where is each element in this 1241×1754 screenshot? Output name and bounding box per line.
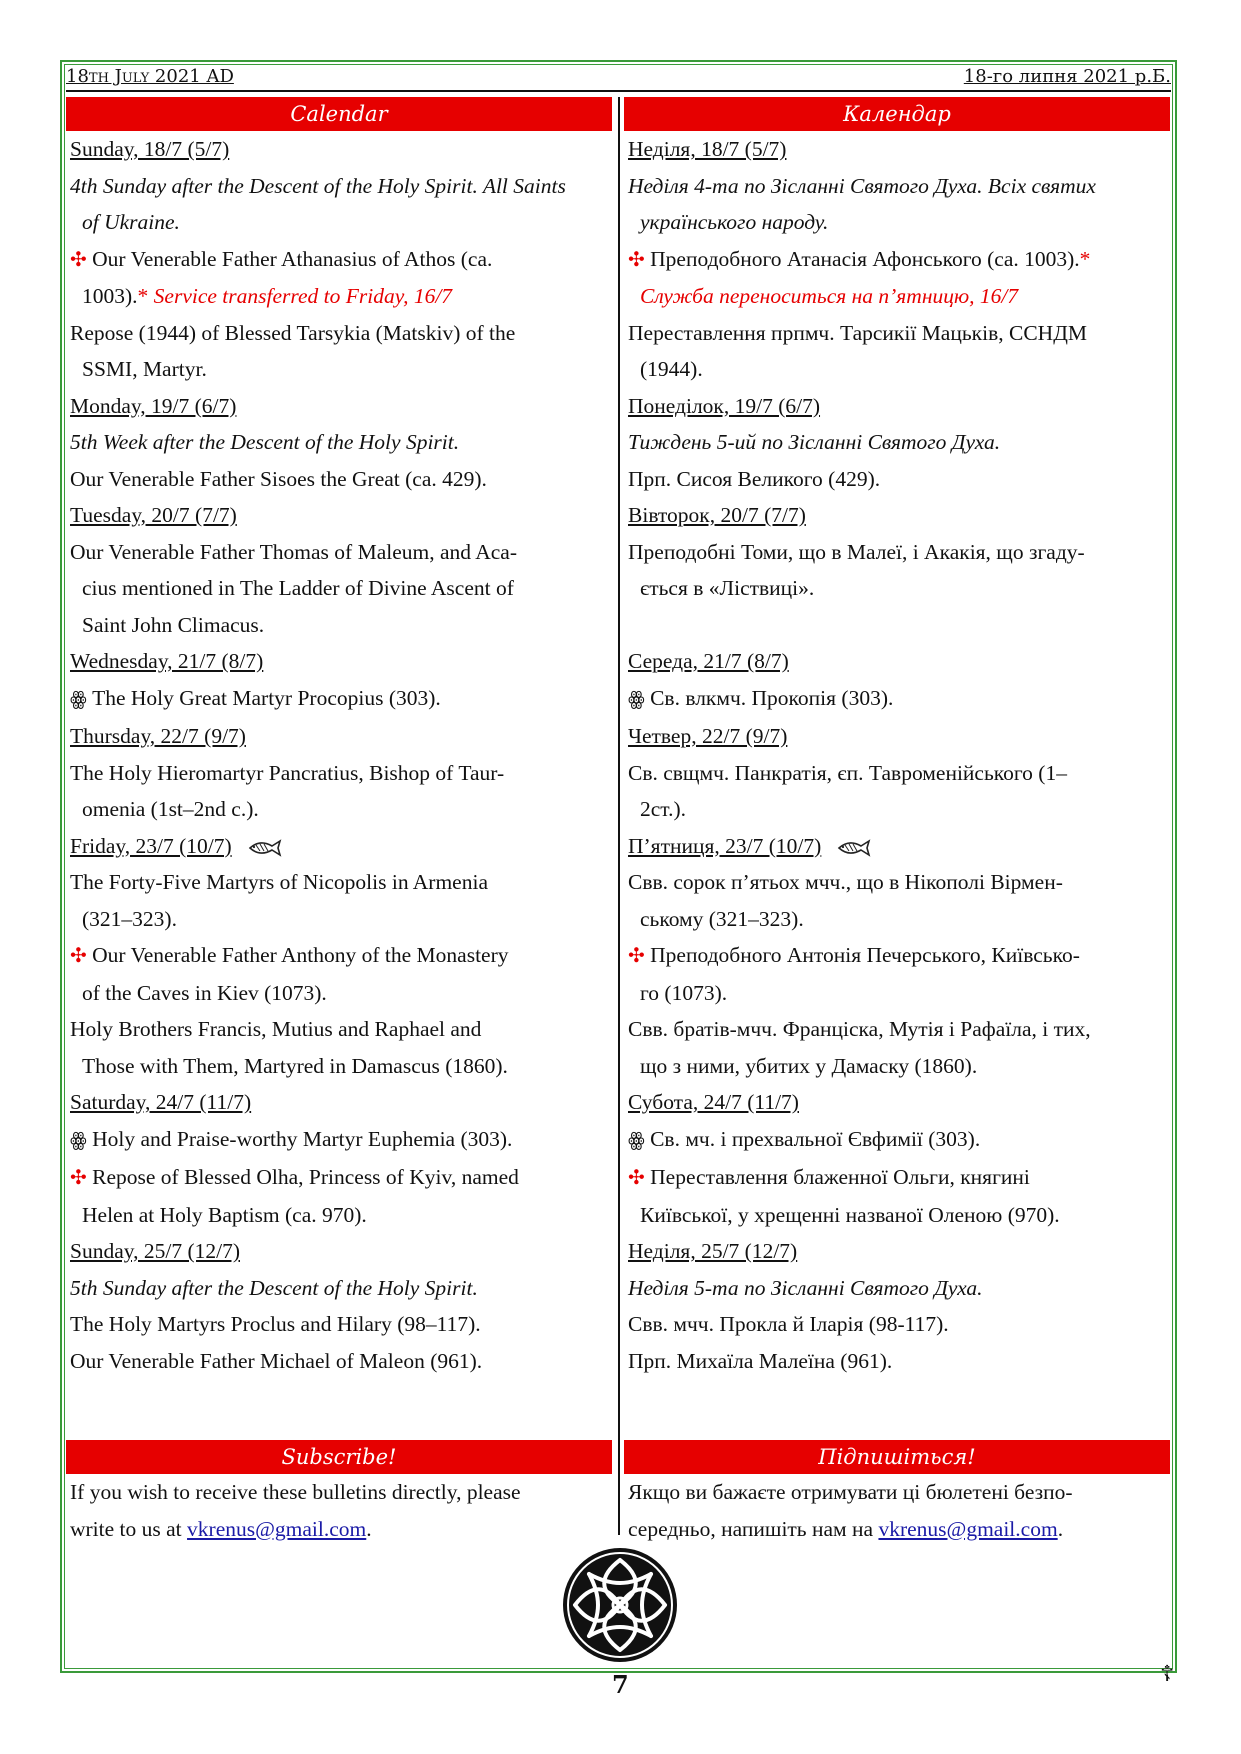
day-heading: Вівторок, 20/7 (7/7)	[628, 503, 806, 527]
calendar-column-english	[66, 97, 612, 1379]
email-link[interactable]: vkrenus@gmail.com	[187, 1516, 367, 1541]
day-heading: Tuesday, 20/7 (7/7)	[70, 503, 237, 527]
saint-line: Прп. Михаїла Малеїна (961).	[628, 1348, 893, 1373]
fish-icon	[837, 838, 871, 858]
day-heading: Saturday, 24/7 (11/7)	[70, 1090, 252, 1114]
saint-line: of the Caves in Kiev (1073).	[82, 980, 327, 1005]
day-heading-row	[66, 828, 612, 865]
saint-line: Преподобні Томи, що в Малеї, і Акакія, що згаду-	[628, 539, 1085, 564]
saint-line: Прп. Сисоя Великого (429).	[628, 466, 881, 491]
saint-line: Св. свщмч. Панкратія, єп. Тавроменійського (1–	[628, 760, 1067, 785]
subscribe-text: If you wish to receive these bulletins directly, please	[70, 1480, 521, 1504]
saint-line: ✣ Преподобного Атанасія Афонського (ca. 1003).*	[628, 246, 1091, 271]
saint-line: го (1073).	[640, 980, 728, 1005]
saint-line: що з ними, убитих у Дамаску (1860).	[640, 1053, 978, 1078]
day-heading: Wednesday, 21/7 (8/7)	[70, 649, 264, 673]
saint-line: ється в «Лiствиці».	[640, 576, 815, 600]
header-date-ukrainian: 18-го липня 2021 р.Б.	[963, 66, 1171, 87]
saint-line: Those with Them, Martyred in Damascus (1860).	[82, 1053, 508, 1078]
day-heading: Середа, 21/7 (8/7)	[628, 649, 789, 673]
saint-line: ✣ Repose of Blessed Olha, Princess of Kyiv, named	[70, 1165, 519, 1189]
saint-line: 2ст.).	[640, 797, 686, 821]
subscribe-heading: Підпишіться!	[624, 1440, 1170, 1474]
service-note: Служба переноситься на п’ятницю, 16/7	[640, 284, 1019, 308]
saint-line: Repose (1944) of Blessed Tarsykia (Matskiv) of the	[70, 320, 516, 345]
saint-line: SSMI, Martyr.	[82, 357, 207, 381]
cross-icon: ✣	[70, 945, 87, 967]
feast-line: Неділя 4-та по Зісланні Святого Духа. Всіх святих	[628, 173, 1096, 198]
saint-line: Saint John Climacus.	[82, 612, 265, 637]
saint-line: Переставлення прпмч. Тарсикії Мацьків, ССНДМ	[628, 320, 1087, 345]
saint-line: Helen at Holy Baptism (ca. 970).	[82, 1202, 367, 1227]
page-header	[66, 66, 1171, 92]
cross-icon: ✣	[628, 945, 645, 967]
column-divider	[618, 97, 620, 1535]
asterisk-icon: *	[1079, 246, 1091, 271]
day-heading: Sunday, 25/7 (12/7)	[70, 1239, 240, 1263]
feast-line: 4th Sunday after the Descent of the Holy Spirit. All Saints	[70, 173, 566, 198]
feast-line: Тиждень 5-ий по Зісланні Святого Духа.	[628, 430, 1001, 454]
saint-line: Holy Brothers Francis, Mutius and Raphael and	[70, 1017, 482, 1041]
saint-line: ꙮ The Holy Great Martyr Procopius (303).	[70, 685, 441, 710]
saint-line: ✣ Переставлення блаженної Ольги, княгині	[628, 1165, 1030, 1189]
saint-line: omenia (1st–2nd c.).	[82, 797, 259, 821]
saint-line: ꙮ Св. мч. і прехвальної Євфимії (303).	[628, 1126, 981, 1151]
subscribe-text: середньо, напишіть нам на vkrenus@gmail.com.	[628, 1516, 1064, 1541]
service-note: Service transferred to Friday, 16/7	[153, 284, 453, 308]
day-heading: Sunday, 18/7 (5/7)	[70, 137, 230, 161]
orthodox-cross-icon: ☦	[1160, 1662, 1175, 1687]
calendar-heading: Календар	[624, 97, 1170, 131]
saint-line: ꙮ Св. влкмч. Прокопія (303).	[628, 685, 894, 710]
saint-line: ському (321–323).	[640, 906, 804, 931]
cross-icon: ✣	[70, 248, 87, 271]
saint-line: ✣ Преподобного Антонія Печерського, Київсько-	[628, 943, 1080, 967]
cross-icon: ✣	[70, 1167, 87, 1189]
subscribe-section-ukrainian	[624, 1440, 1170, 1547]
day-heading: Thursday, 22/7 (9/7)	[70, 724, 246, 748]
saint-line: (1944).	[640, 357, 703, 381]
page-number: 7	[612, 1670, 629, 1699]
saint-line: Свв. мчч. Прокла й Іларія (98-117).	[628, 1312, 949, 1336]
saint-line: Our Venerable Father Thomas of Maleum, and Aca-	[70, 539, 517, 564]
day-heading: Monday, 19/7 (6/7)	[70, 393, 237, 418]
cross-icon: ✣	[628, 248, 645, 271]
day-heading: Субота, 24/7 (11/7)	[628, 1090, 799, 1114]
saint-line: Свв. братів-мчч. Францiска, Мутія і Рафаїла, і тих,	[628, 1017, 1091, 1041]
saint-line: Свв. сорок п’ятьох мчч., що в Нікополі Вірмен-	[628, 870, 1063, 894]
subscribe-section-english	[66, 1440, 612, 1547]
feast-line: 5th Week after the Descent of the Holy Spirit.	[70, 430, 460, 454]
saint-line: ✣ Our Venerable Father Anthony of the Monastery	[70, 943, 509, 967]
day-heading-row	[624, 828, 1170, 865]
great-feast-icon: ꙮ	[70, 1129, 87, 1151]
great-feast-icon: ꙮ	[70, 688, 87, 710]
saint-line: cius mentioned in The Ladder of Divine Ascent of	[82, 576, 514, 600]
feast-line: 5th Sunday after the Descent of the Holy Spirit.	[70, 1275, 478, 1300]
saint-line: Київської, у хрещенні названої Оленою (970).	[640, 1202, 1060, 1227]
email-link[interactable]: vkrenus@gmail.com	[878, 1516, 1058, 1541]
saint-line: Our Venerable Father Michael of Maleon (961).	[70, 1348, 483, 1373]
subscribe-text: write to us at vkrenus@gmail.com.	[70, 1516, 372, 1541]
saint-line: The Holy Martyrs Proclus and Hilary (98–117).	[70, 1312, 481, 1336]
cross-icon: ✣	[628, 1167, 645, 1189]
saint-line: (321–323).	[82, 906, 177, 931]
asterisk-icon: *	[137, 284, 149, 308]
saint-line: Our Venerable Father Sisoes the Great (ca. 429).	[70, 466, 487, 491]
day-heading: Четвер, 22/7 (9/7)	[628, 724, 788, 748]
saint-line: ✣ Our Venerable Father Athanasius of Athos (ca.	[70, 246, 493, 271]
fish-icon	[248, 838, 282, 858]
feast-line: Неділя 5-та по Зісланні Святого Духа.	[628, 1275, 983, 1300]
calendar-heading: Calendar	[66, 97, 612, 131]
day-heading: П’ятниця, 23/7 (10/7)	[628, 833, 822, 858]
header-date-english: 18th July 2021 AD	[66, 66, 234, 87]
saint-line: 1003).* Service transferred to Friday, 16/7	[82, 284, 453, 308]
saint-line: The Forty-Five Martyrs of Nicopolis in Armenia	[70, 870, 488, 894]
celtic-knot-emblem	[561, 1546, 679, 1664]
day-heading: Неділя, 25/7 (12/7)	[628, 1239, 798, 1263]
saint-line: ꙮ Holy and Praise-worthy Martyr Euphemia (303).	[70, 1126, 513, 1151]
feast-line: українського народу.	[640, 210, 829, 234]
blank-line	[624, 607, 1170, 644]
subscribe-text: Якщо ви бажаєте отримувати ці бюлетені безпо-	[628, 1480, 1073, 1504]
calendar-column-ukrainian	[624, 97, 1170, 1379]
feast-line: of Ukraine.	[82, 210, 180, 234]
great-feast-icon: ꙮ	[628, 1129, 645, 1151]
day-heading: Friday, 23/7 (10/7)	[70, 833, 232, 858]
day-heading: Неділя, 18/7 (5/7)	[628, 137, 787, 161]
day-heading: Понеділок, 19/7 (6/7)	[628, 393, 821, 418]
subscribe-heading: Subscribe!	[66, 1440, 612, 1474]
saint-line: The Holy Hieromartyr Pancratius, Bishop of Taur-	[70, 760, 505, 785]
great-feast-icon: ꙮ	[628, 688, 645, 710]
